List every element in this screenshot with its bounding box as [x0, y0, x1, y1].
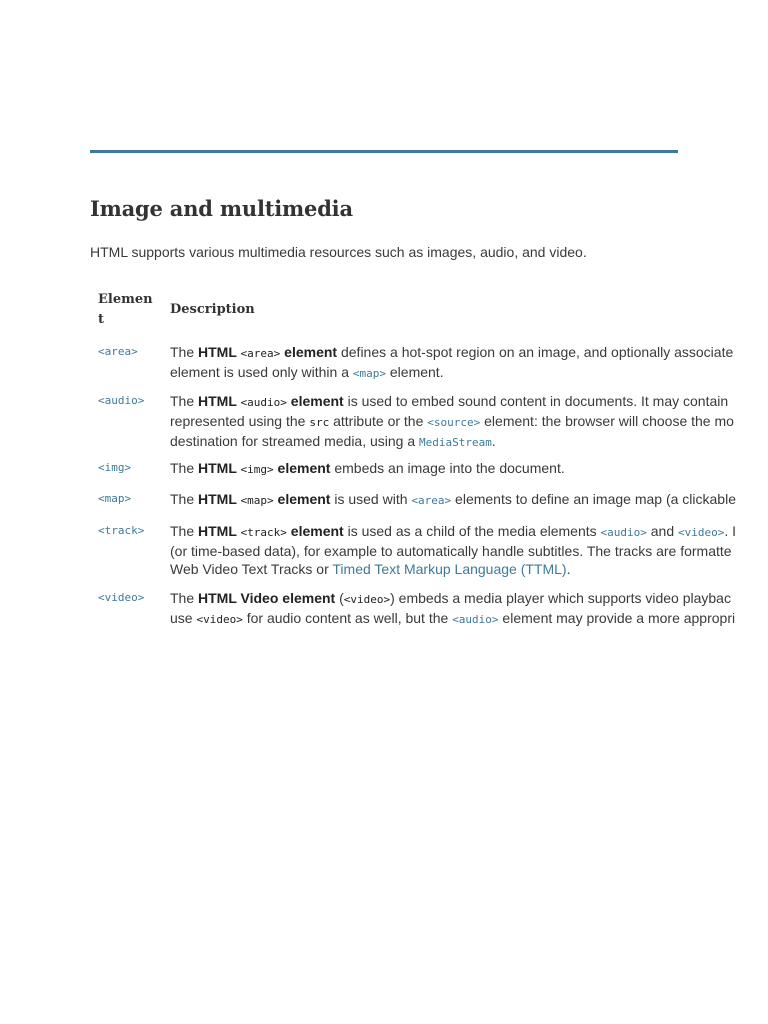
element-description [170, 490, 768, 510]
element-description [170, 343, 768, 383]
element-description [170, 589, 768, 629]
description-line: The HTML <track> element is used as a child of the media elements <audio> and <video>. I [170, 523, 737, 539]
description-line: (or time-based data), for example to automatically handle subtitles. The tracks are formatte [170, 543, 732, 559]
top-divider [90, 150, 678, 153]
description-line: The HTML Video element (<video>) embeds a media player which supports video playbac [170, 590, 731, 606]
description-line: The HTML <img> element embeds an image into the document. [170, 460, 565, 476]
section-heading: Image and multimedia [90, 196, 353, 221]
video-element-link[interactable]: <video> [678, 526, 725, 539]
column-header-element: Element [98, 292, 153, 327]
description-line: destination for streamed media, using a MediaStream. [170, 433, 496, 449]
description-line: The HTML <map> element is used with <area> elements to define an image map (a clickable [170, 491, 736, 507]
ttml-link[interactable]: Timed Text Markup Language (TTML) [332, 561, 567, 577]
element-description [170, 522, 768, 578]
intro-paragraph: HTML supports various multimedia resources such as images, audio, and video. [90, 244, 587, 260]
element-name: <video> [98, 591, 145, 604]
description-line: The HTML <area> element defines a hot-spot region on an image, and optionally associate [170, 344, 734, 360]
element-description [170, 392, 768, 452]
column-header-description: Description [170, 302, 255, 317]
area-element-link[interactable]: <area> [411, 494, 452, 507]
element-name: <audio> [98, 394, 145, 407]
description-line: represented using the src attribute or the <source> element: the browser will choose the mo [170, 413, 734, 429]
description-line: element is used only within a <map> element. [170, 364, 444, 380]
description-line: Web Video Text Tracks or Timed Text Markup Language (TTML). [170, 561, 571, 577]
element-name: <img> [98, 461, 132, 474]
source-element-link[interactable]: <source> [427, 416, 481, 429]
audio-element-link[interactable]: <audio> [452, 613, 499, 626]
map-element-link[interactable]: <map> [352, 367, 386, 380]
element-name: <map> [98, 492, 132, 505]
element-description [170, 459, 768, 479]
description-line: The HTML <audio> element is used to embed sound content in documents. It may contain [170, 393, 729, 409]
element-name: <track> [98, 524, 145, 537]
description-line: use <video> for audio content as well, but the <audio> element may provide a more appropri [170, 610, 736, 626]
audio-element-link[interactable]: <audio> [600, 526, 647, 539]
element-name: <area> [98, 345, 138, 358]
mediastream-link[interactable]: MediaStream [419, 436, 492, 449]
